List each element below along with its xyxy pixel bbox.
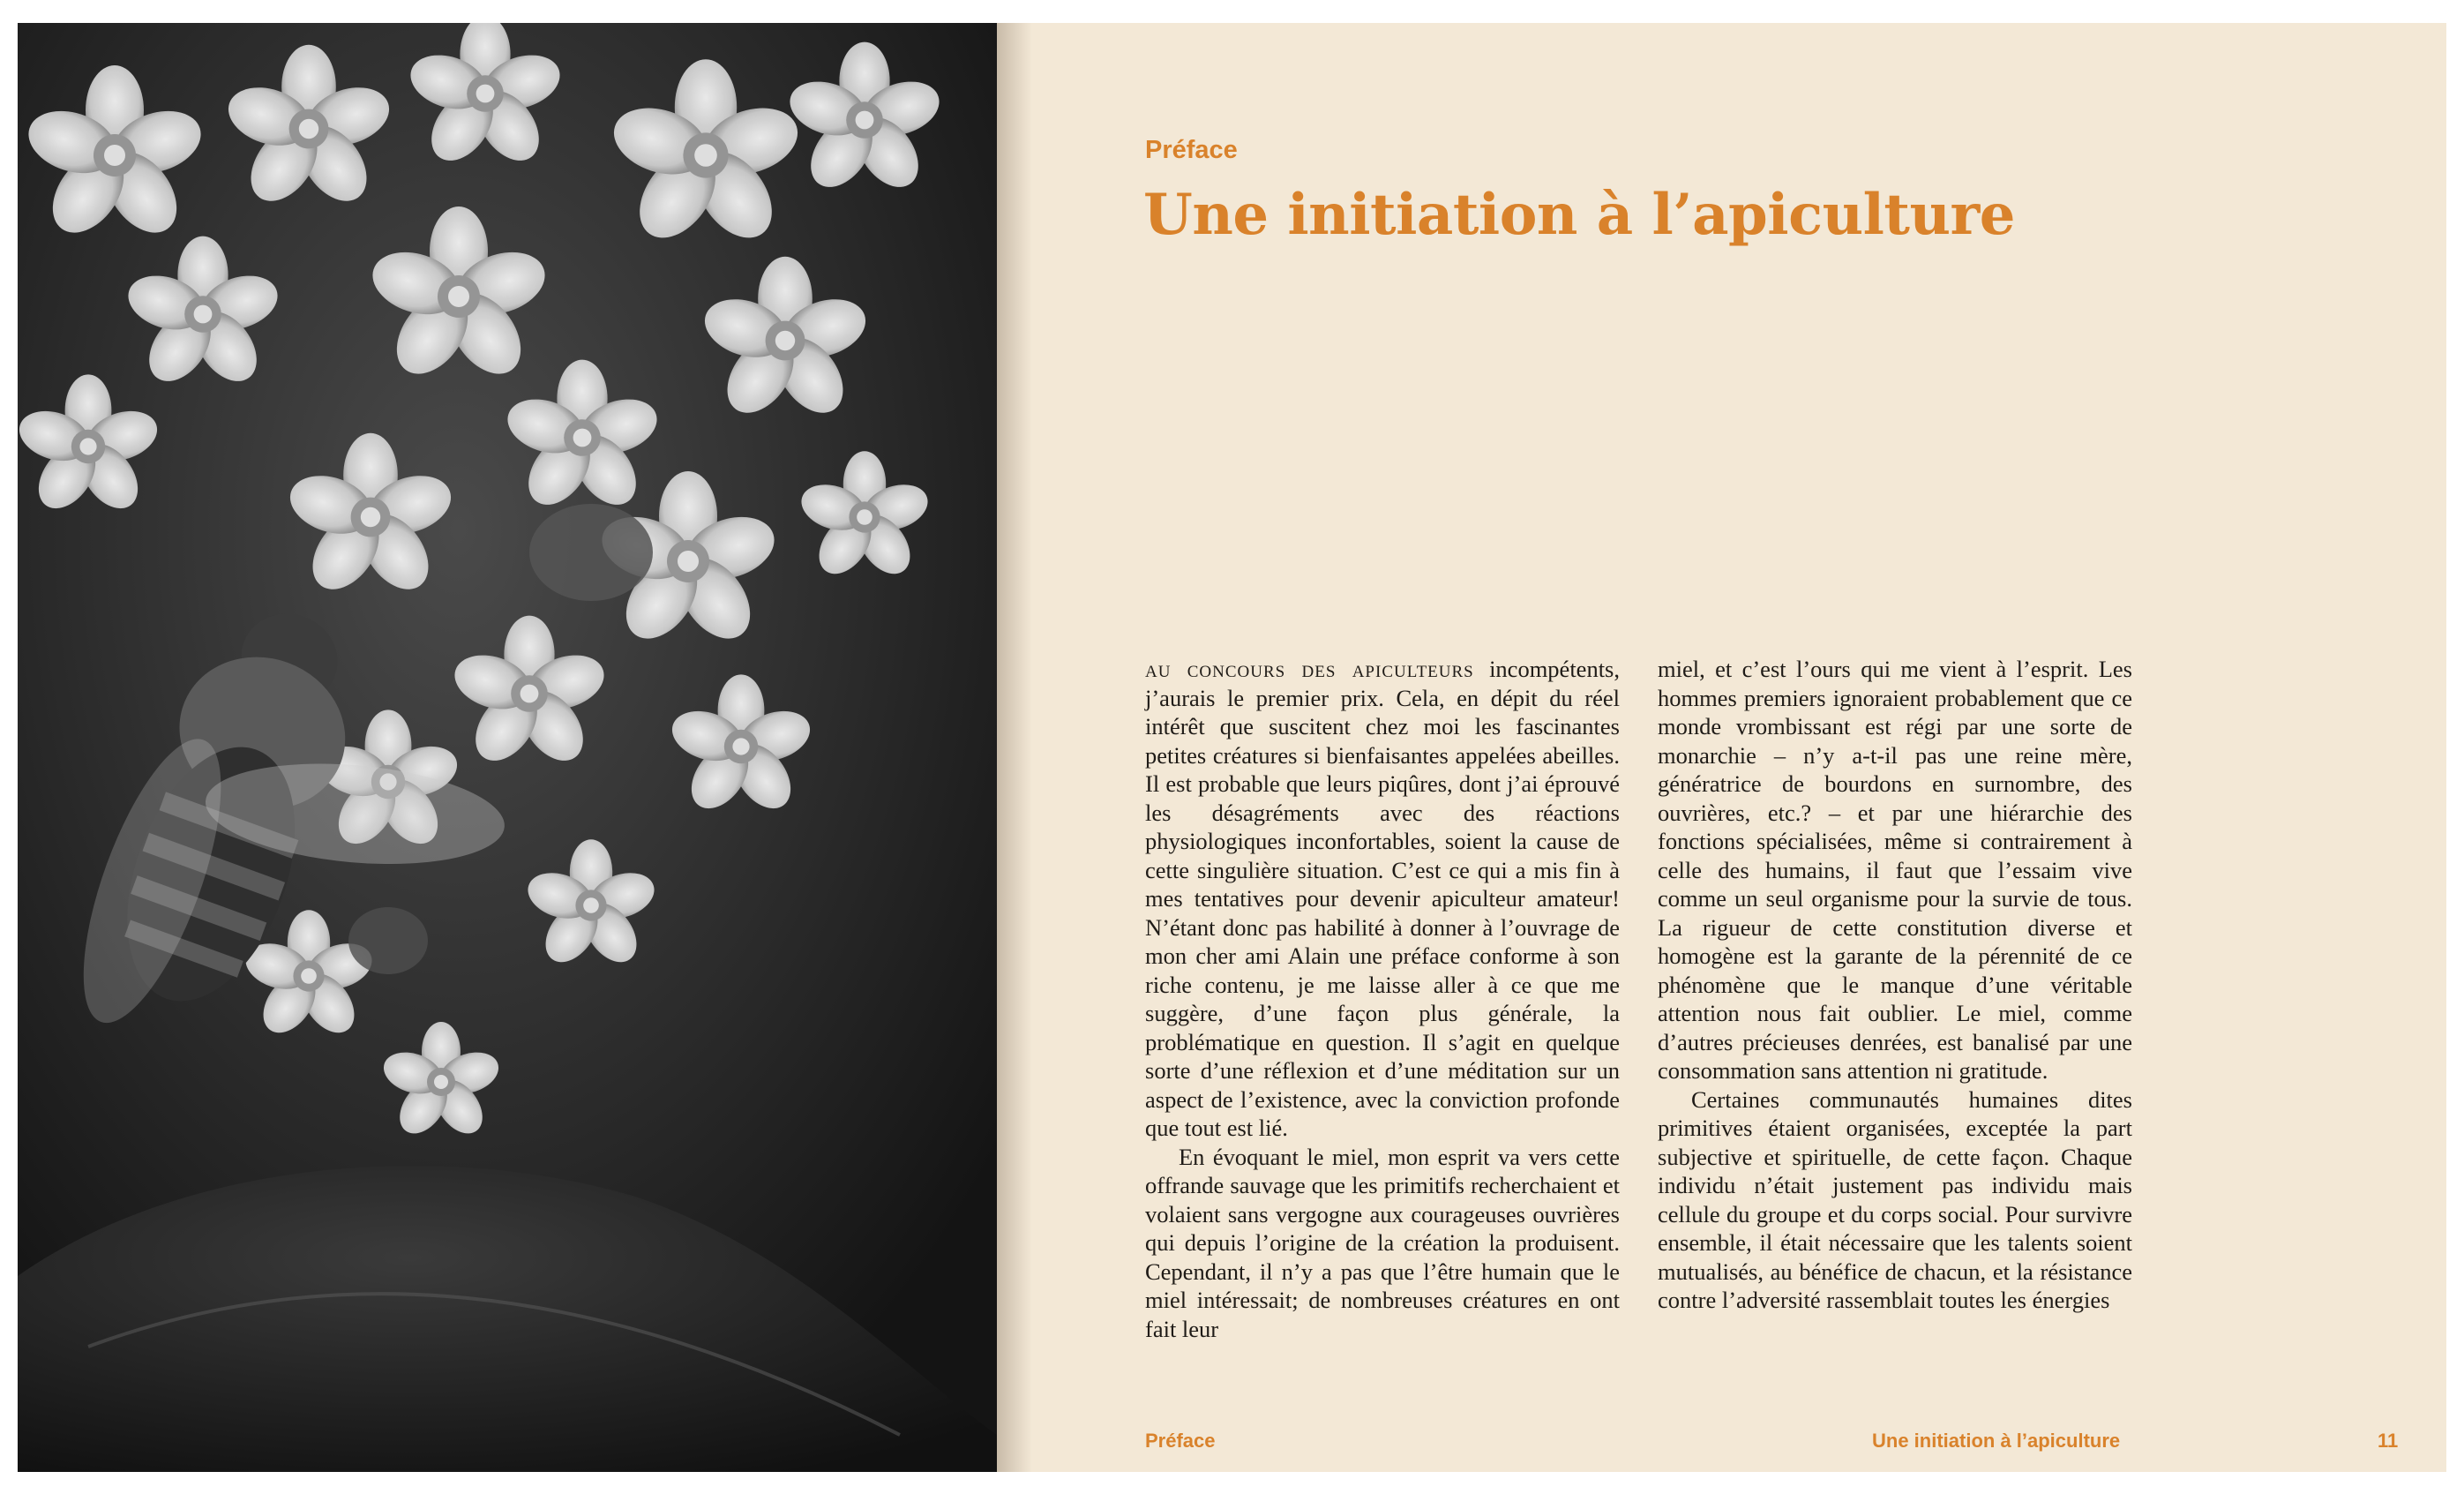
chapter-title: Une initiation à l’apiculture bbox=[1143, 182, 2015, 248]
lead-in-smallcaps: au concours des apiculteurs bbox=[1145, 656, 1474, 682]
running-footer-title: Une initiation à l’apiculture bbox=[1872, 1430, 2121, 1452]
section-kicker: Préface bbox=[1145, 136, 1238, 164]
paragraph bbox=[1145, 655, 1620, 1143]
paragraph: miel, et c’est l’ours qui me vient à l’esprit. Les hommes premiers ignoraient probablement que ce monde vrombissant est régi par une sorte de monarchie – n’y a-t-il pas une reine mère, génératrice de bourdons en surnombre, des ouvrières, etc.? – et par une hiérarchie des fonctions spécialisées, même si contrairement à celle des humains, il faut que l’essaim vive comme un seul organisme pour la survie de tous. La rigueur de cette constitution diverse et homogène est la garante de la pérennité de ce phénomène que le manque d’une véritable attention nous fait oublier. Le miel, comme d’autres précieuses denrées, est banalisé par une consommation sans attention ni gratitude. bbox=[1658, 656, 2132, 1084]
running-footer-left: Préface bbox=[1145, 1430, 1216, 1452]
paragraph: En évoquant le miel, mon esprit va vers cette offrande sauvage que les primitifs recherchaient et volaient sans vergogne aux courageuses ouvrières qui depuis l’origine de la création la produisent. Cependant, il n’y a pas que l’être humain que le miel intéressait; de nombreuses créatures en ont fait leur bbox=[1145, 1143, 1620, 1342]
text-column-right bbox=[1658, 655, 2132, 1315]
page-number: 11 bbox=[2378, 1430, 2399, 1452]
photo-page bbox=[18, 23, 997, 1472]
text-page bbox=[997, 23, 2446, 1472]
paragraph-text: incompétents, j’aurais le premier prix. Cela, en dépit du réel intérêt que suscitent chez moi les fascinantes petites créatures si bienfaisantes appelées abeilles. Il est probable que leurs piqûres, dont j’ai éprouvé les désagréments avec des réactions physiologiques inconfortables, soient la cause de cette singulière situation. C’est ce qui a mis fin à mes tentatives pour devenir apiculteur amateur! N’étant donc pas habilité à donner à l’ouvrage de mon cher ami Alain une préface conforme à son riche contenu, je me laisse aller à ce que me suggère, d’une façon plus générale, la problématique en question. Il s’agit en quelque sorte d’une réflexion et d’une méditation sur un aspect de l’existence, avec la conviction profonde que tout est lié. bbox=[1145, 656, 1620, 1141]
paragraph: Certaines communautés humaines dites primitives étaient organisées, exceptée la part subjective et spirituelle, de cette façon. Chaque individu n’était justement pas individu mais cellule du groupe et du corps social. Pour survivre ensemble, il était nécessaire que les talents soient mutualisés, au bénéfice de chacun, et la résistance contre l’adversité rassemblait toutes les énergies bbox=[1658, 1085, 2132, 1313]
gutter-shadow bbox=[997, 23, 1032, 1472]
text-column-left bbox=[1145, 655, 1620, 1343]
bee-on-milkweed-flowers-photo bbox=[18, 23, 997, 1472]
